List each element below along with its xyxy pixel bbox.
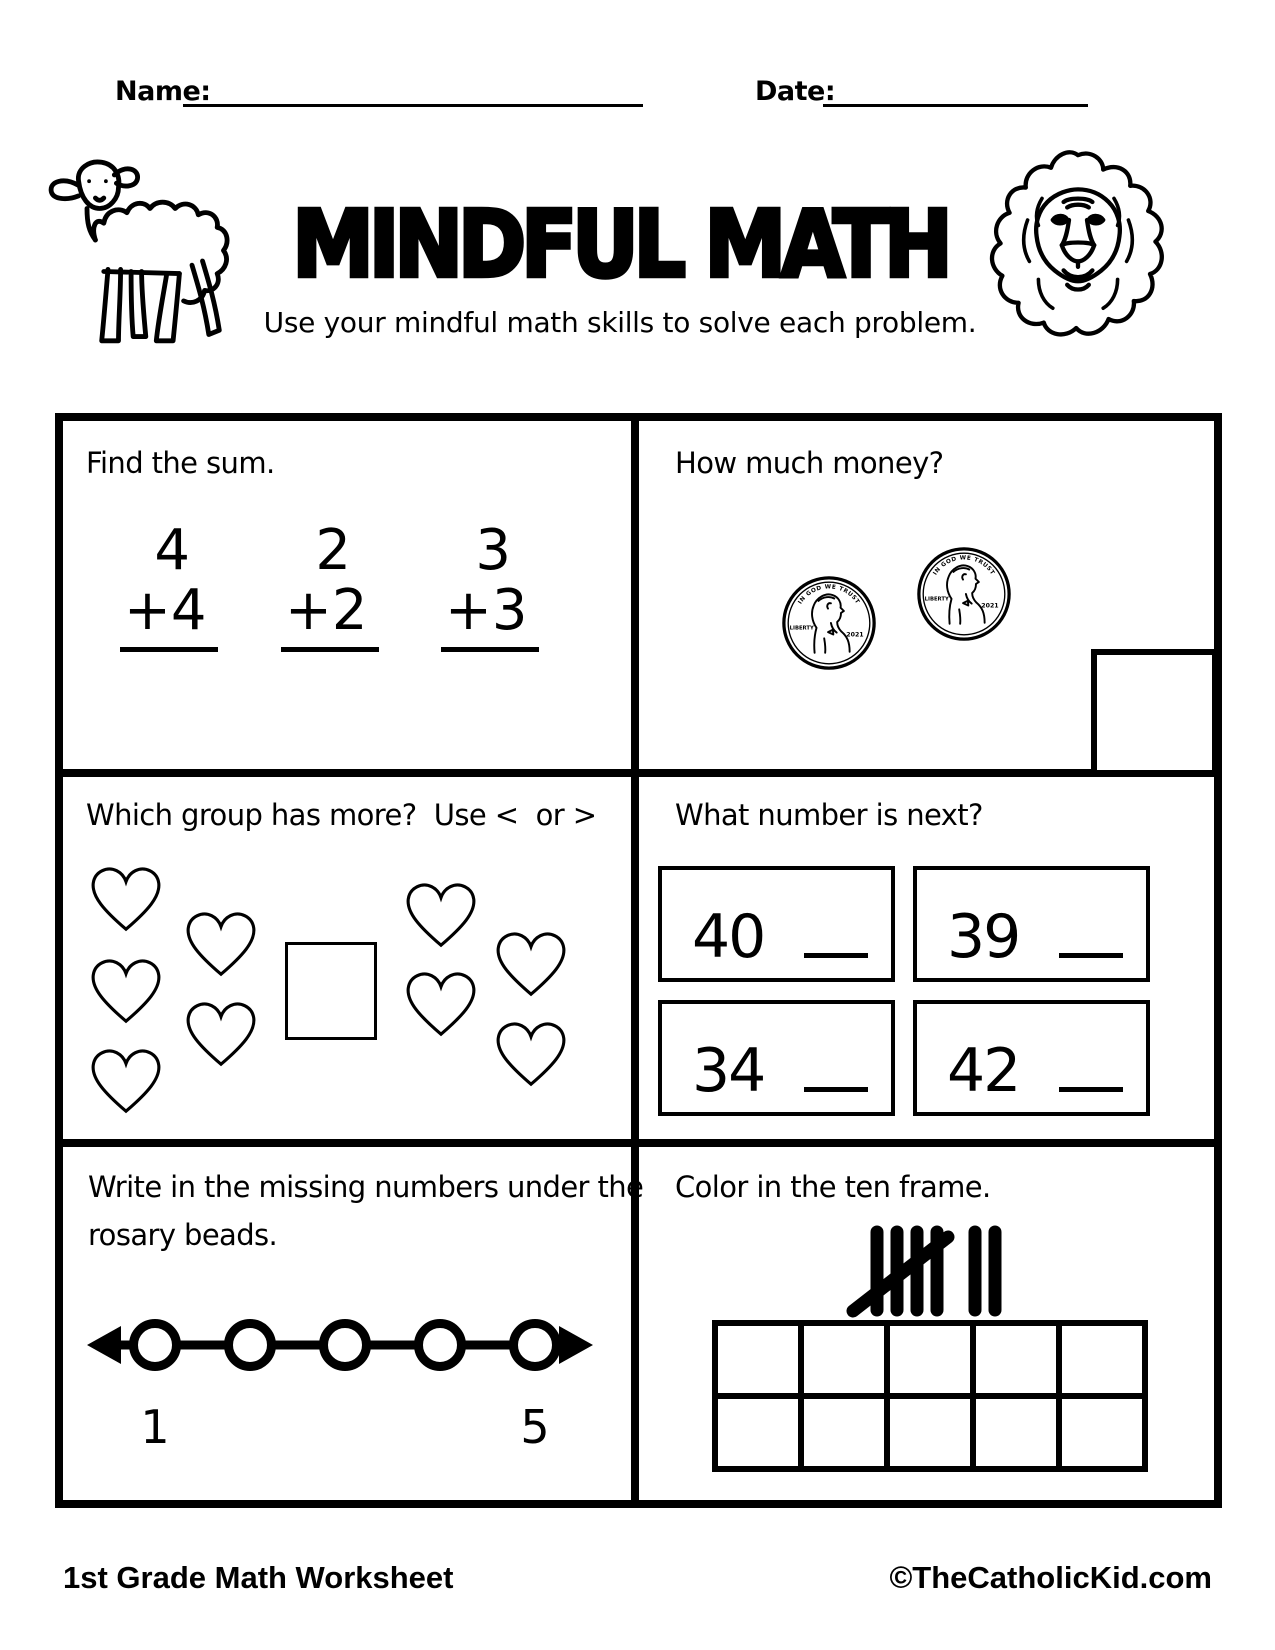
rosary-bead — [514, 1324, 557, 1367]
sequence-number: 40 — [692, 902, 765, 972]
date-blank-line — [823, 104, 1088, 107]
ten-frame-cell — [801, 1323, 887, 1396]
sequence-number: 39 — [947, 902, 1020, 972]
lion-illustration — [988, 148, 1168, 355]
right-arrowhead — [559, 1326, 593, 1364]
compare-prompt: Which group has more? Use < or > — [86, 798, 597, 832]
addition-problem — [441, 518, 539, 652]
coin-year: 2021 — [846, 631, 864, 639]
addend-top: 4 — [154, 518, 190, 583]
answer-blank — [804, 953, 868, 958]
date-label: Date: — [755, 76, 836, 107]
rosary-bead-number-line — [85, 1303, 595, 1387]
name-label: Name: — [115, 76, 211, 107]
footer-worksheet-type: 1st Grade Math Worksheet — [63, 1560, 454, 1595]
addend-bottom: 3 — [491, 578, 528, 643]
rosary-prompt-line1: Write in the missing numbers under the — [88, 1170, 644, 1204]
coin-motto: IN GOD WE TRUST — [932, 555, 996, 577]
coin-liberty: LIBERTY — [924, 596, 949, 603]
ten-frame-cell — [715, 1323, 801, 1396]
plus-operator: + — [445, 578, 492, 643]
grid-divider-row1 — [55, 769, 1222, 777]
plus-operator: + — [124, 578, 171, 643]
find-sum-prompt: Find the sum. — [86, 446, 275, 480]
addend-bottom: 4 — [170, 578, 207, 643]
addition-problem — [281, 518, 379, 652]
ten-frame-cell — [973, 1323, 1059, 1396]
answer-blank — [1059, 953, 1123, 958]
heart-shape — [87, 1044, 165, 1116]
addend-top: 3 — [475, 518, 511, 583]
heart-shape — [402, 967, 480, 1039]
left-arrowhead — [87, 1326, 121, 1364]
footer-copyright: ©TheCatholicKid.com — [889, 1560, 1212, 1595]
next-number-box — [913, 1000, 1150, 1116]
grid-divider-row2 — [55, 1139, 1222, 1147]
penny-coin — [781, 575, 877, 671]
heart-shape — [402, 878, 480, 950]
heart-shape — [87, 954, 165, 1026]
heart-shape — [492, 1017, 570, 1089]
sequence-number: 42 — [947, 1036, 1020, 1106]
money-prompt: How much money? — [675, 446, 944, 480]
answer-line — [441, 647, 539, 652]
rosary-prompt-line2: rosary beads. — [88, 1218, 278, 1252]
ten-frame-cell — [887, 1323, 973, 1396]
lamb-illustration — [45, 152, 255, 370]
rosary-bead — [419, 1324, 462, 1367]
ten-frame-cell — [801, 1396, 887, 1469]
comparison-answer-box — [285, 942, 377, 1040]
addition-problem — [120, 518, 218, 652]
ten-frame-cell — [887, 1396, 973, 1469]
heart-shape — [182, 997, 260, 1069]
ten-frame-cell — [973, 1396, 1059, 1469]
ten-frame-cell — [715, 1396, 801, 1469]
worksheet-subtitle: Use your mindful math skills to solve each problem. — [263, 306, 977, 339]
ten-frame-cell — [1059, 1396, 1145, 1469]
answer-blank — [804, 1087, 868, 1092]
sequence-number: 34 — [692, 1036, 765, 1106]
answer-line — [120, 647, 218, 652]
number-line-end-label: 5 — [520, 1400, 550, 1454]
number-line-start-label: 1 — [140, 1400, 170, 1454]
money-answer-box — [1091, 649, 1218, 776]
ten-frame-cell — [1059, 1323, 1145, 1396]
ten-frame-grid — [712, 1320, 1148, 1472]
next-number-box — [658, 1000, 895, 1116]
name-blank-line — [183, 104, 643, 107]
ten-frame-prompt: Color in the ten frame. — [675, 1170, 991, 1204]
rosary-bead — [134, 1324, 177, 1367]
addend-top: 2 — [315, 518, 351, 583]
coin-liberty: LIBERTY — [789, 625, 814, 632]
rosary-bead — [229, 1324, 272, 1367]
worksheet-title: MINDFUL MATH — [292, 192, 948, 299]
addend-bottom: 2 — [331, 578, 368, 643]
plus-operator: + — [285, 578, 332, 643]
answer-blank — [1059, 1087, 1123, 1092]
grid-divider-vertical — [631, 413, 639, 1508]
next-number-prompt: What number is next? — [675, 798, 983, 832]
next-number-box — [658, 866, 895, 982]
rosary-bead — [324, 1324, 367, 1367]
next-number-box — [913, 866, 1150, 982]
coin-year: 2021 — [981, 602, 999, 610]
tally-marks-seven — [845, 1218, 1015, 1328]
coin-motto: IN GOD WE TRUST — [797, 584, 861, 606]
heart-shape — [492, 927, 570, 999]
penny-coin — [916, 546, 1012, 642]
heart-shape — [182, 907, 260, 979]
heart-shape — [87, 862, 165, 934]
answer-line — [281, 647, 379, 652]
